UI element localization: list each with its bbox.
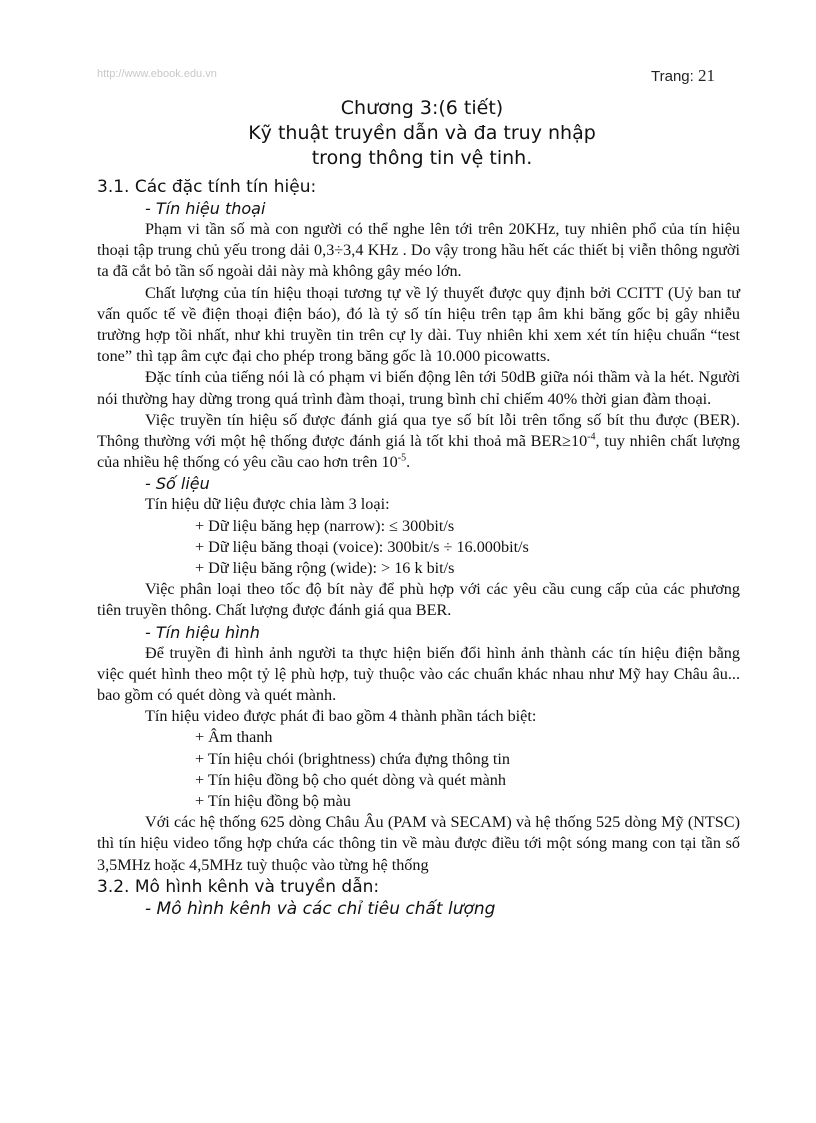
list-item: + Âm thanh: [195, 728, 273, 747]
ber-exponent-2: -5: [397, 452, 407, 464]
paragraph-ber: [97, 410, 740, 474]
ber-text-b: , tuy nhiên chất lượng của nhiều hệ thống có yêu cầu cao hơn trên 10: [97, 432, 740, 472]
subhead-video: - Tín hiệu hình: [145, 622, 260, 642]
list-item: + Dữ liệu băng thoại (voice): 300bit/s ÷ 16.000bit/s: [195, 537, 529, 556]
paragraph: Phạm vi tần số mà con người có thể nghe lên tới trên 20KHz, tuy nhiên phổ của tín hiệu thoại tập trung chủ yếu trong dải 0,3÷3,4 KHz . Do vậy trong hầu hết các thiết bị viễn thông người ta đã cắt bỏ tần số ngoài dải này mà không gây méo lớn.: [97, 220, 740, 281]
list-item: + Tín hiệu đồng bộ màu: [195, 792, 351, 811]
paragraph: Đặc tính của tiếng nói là có phạm vi biến động lên tới 50dB giữa nói thầm và la hét. Người nói thường hay dừng trong quá trình đàm thoại, trung bình chỉ chiếm 40% thời gian đàm thoại.: [97, 368, 740, 408]
subhead-data: - Số liệu: [145, 474, 210, 494]
watermark-url: http://www.ebook.edu.vn: [97, 68, 217, 80]
page-number: [651, 66, 715, 86]
ber-exponent-1: -4: [587, 431, 596, 443]
section-heading-3-1: 3.1. Các đặc tính tín hiệu:: [97, 177, 317, 197]
list-item: + Tín hiệu đồng bộ cho quét dòng và quét mành: [195, 770, 506, 789]
chapter-title-line3: trong thông tin vệ tinh.: [311, 147, 533, 169]
chapter-title-line1: Chương 3:(6 tiết): [340, 97, 504, 119]
paragraph: Chất lượng của tín hiệu thoại tương tự về lý thuyết được quy định bởi CCITT (Uỷ ban tư vấn quốc tế về điện thoại điện báo), đó là tỷ số tín hiệu trên tạp âm khi băng gốc bị gây nhiễu trường hợp tồi nhất, như khi truyền tin trên cự ly dài. Tuy nhiên khi xem xét tín hiệu chuẩn “test tone” thì tạp âm cực đại cho phép trong băng gốc là 10.000 picowatts.: [97, 283, 740, 366]
subhead-voice: - Tín hiệu thoại: [145, 199, 266, 218]
subhead-channel-model: - Mô hình kênh và các chỉ tiêu chất lượng: [145, 898, 496, 919]
page-label: Trang:: [651, 68, 694, 85]
page-number-value: 21: [697, 66, 715, 85]
paragraph: Việc phân loại theo tốc độ bít này để phù hợp với các yêu cầu cung cấp của các phương tiên truyền thông. Chất lượng được đánh giá qua BER.: [97, 580, 740, 620]
chapter-title-line2: Kỹ thuật truyền dẫn và đa truy nhập: [248, 122, 596, 144]
chapter-title: [96, 96, 748, 171]
paragraph: Với các hệ thống 625 dòng Châu Âu (PAM và SECAM) và hệ thống 525 dòng Mỹ (NTSC) thì tín hiệu video tổng hợp chứa các thông tin về màu được điều tới một sóng mang con tại tần số 3,5MHz hoặc 4,5MHz tuỳ thuộc vào từng hệ thống: [97, 813, 740, 874]
video-intro: Tín hiệu video được phát đi bao gồm 4 thành phần tách biệt:: [145, 707, 537, 726]
ber-text-c: .: [406, 453, 411, 472]
list-item: + Dữ liệu băng rộng (wide): > 16 k bit/s: [195, 559, 455, 578]
paragraph: Để truyền đi hình ảnh người ta thực hiện biến đổi hình ảnh thành các tín hiệu điện bằng việc quét hình theo một tỷ lệ phù hợp, tuỳ thuộc vào các chuẩn khác nhau như Mỹ hay Châu âu... bao gồm có quét dòng và quét mành.: [97, 643, 740, 705]
section-heading-3-2: 3.2. Mô hình kênh và truyền dẫn:: [97, 876, 380, 897]
list-item: + Dữ liệu băng hẹp (narrow): ≤ 300bit/s: [195, 516, 455, 535]
data-intro: Tín hiệu dữ liệu được chia làm 3 loại:: [145, 495, 390, 514]
ber-text-a: Việc truyền tín hiệu số được đánh giá qua tye số bít lỗi trên tổng số bít thu được (BER). Thông thường với một hệ thống được đánh giá là tốt khi thoả mã BER≥10: [97, 410, 740, 451]
list-item: + Tín hiệu chói (brightness) chứa đựng thông tin: [195, 749, 511, 768]
document-body: [97, 176, 740, 920]
